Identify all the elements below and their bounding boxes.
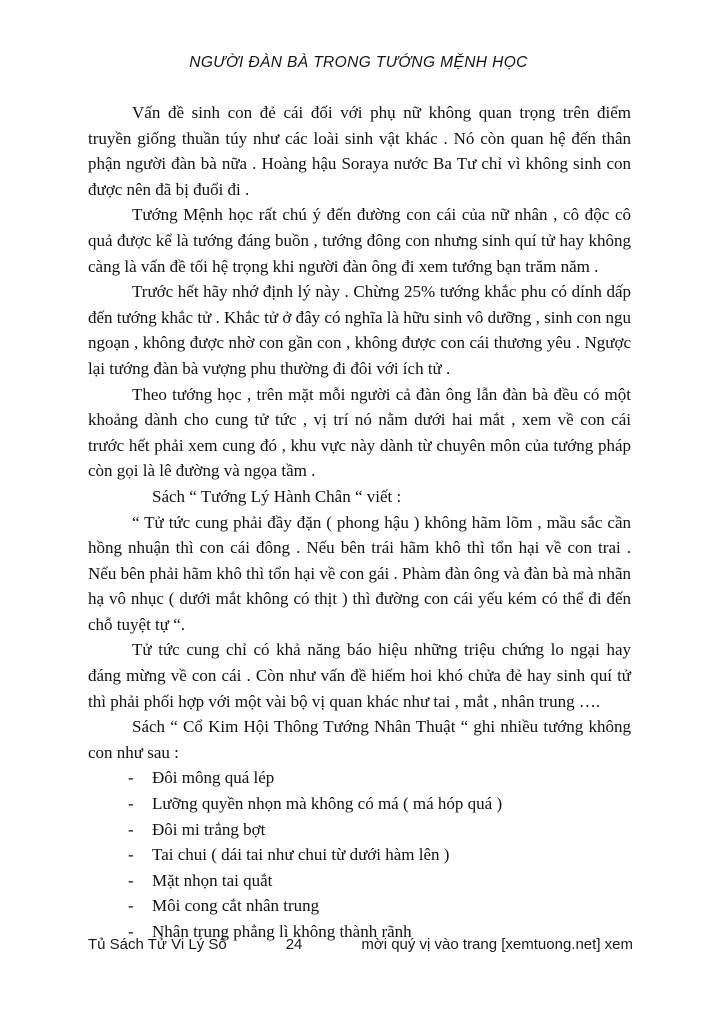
paragraph: Theo tướng học , trên mặt mỗi người cả đàn ông lẫn đàn bà đều có một khoảng dành cho cung tử tức , vị trí nó nằm dưới hai mắt , xem về con cái trước hết phải xem cung đó , khu vực này dành từ chuyên môn của tướng pháp còn gọi là lê đường và ngọa tầm .: [88, 384, 631, 481]
list-item-text: Nhân trung phẳng lì không thành rãnh: [152, 922, 412, 941]
list-item-text: Mặt nhọn tai quắt: [152, 870, 273, 890]
list-item-text: Đôi mi trắng bợt: [152, 819, 266, 839]
list-dash: -: [128, 870, 134, 890]
list-item: [128, 893, 631, 919]
list-item: [128, 868, 631, 894]
paragraph: Trước hết hãy nhớ định lý này . Chừng 25% tướng khắc phu có dính dấp đến tướng khắc tử . Khắc tử ở đây có nghĩa là hữu sinh vô dưỡng , sinh con ngu ngoạn , không được nhờ con gần con , không được con cái thương yêu . Ngược lại tướng đàn bà vượng phu thường đi đôi với ích tử .: [88, 282, 631, 378]
paragraph: Tử tức cung chỉ có khả năng báo hiệu những triệu chứng lo ngại hay đáng mừng về con cái . Còn như vấn đề hiếm hoi khó chửa đẻ hay sinh quí tử thì phải phối hợp với một vài bộ vị quan khác như tai , mắt , nhân trung ….: [88, 640, 631, 711]
paragraph-book-reference: Sách “ Cổ Kim Hội Thông Tướng Nhân Thuật “ ghi nhiều tướng không con như sau :: [88, 717, 631, 762]
list-dash: -: [128, 794, 134, 814]
page-footer: [88, 936, 633, 953]
paragraph-book-reference: Sách “ Tướng Lý Hành Chân “ viết :: [152, 486, 402, 506]
list-item-text: Đôi mông quá lép: [152, 768, 275, 788]
document-body: [88, 100, 631, 945]
page-title: NGƯỜI ĐÀN BÀ TRONG TƯỚNG MỆNH HỌC: [189, 54, 528, 71]
list-dash: -: [128, 845, 134, 865]
list-dash: -: [128, 819, 134, 839]
list-item: [128, 791, 631, 817]
list-item: [128, 842, 631, 868]
list-dash: -: [128, 896, 134, 916]
list-item-text: Lưỡng quyền nhọn mà không có má ( má hóp quá ): [152, 794, 503, 814]
list-item-text: Tai chui ( dái tai như chui từ dưới hàm lên ): [152, 845, 450, 865]
footer-series-name: Tủ Sách Tử Vi Lý Số: [88, 936, 227, 953]
paragraph: Vấn đề sinh con đẻ cái đối với phụ nữ không quan trọng trên điểm truyền giống thuần túy như các loài sinh vật khác . Nó còn quan hệ đến thân phận người đàn bà nữa . Hoàng hậu Soraya nước Ba Tư chỉ vì không sinh con được nên đã bị đuổi đi .: [88, 103, 631, 199]
footer-page-number: 24: [285, 936, 303, 953]
list-dash: -: [128, 768, 134, 788]
list-item-text: Môi cong cắt nhân trung: [152, 896, 320, 916]
list-dash: -: [128, 922, 134, 941]
footer-site-note: mời quý vị vào trang [xemtuong.net] xem: [361, 936, 633, 953]
list-item: [128, 817, 631, 843]
paragraph: Tướng Mệnh học rất chú ý đến đường con cái của nữ nhân , cô độc cô quả được kể là tướng đáng buồn , tướng đông con nhưng sinh quí tử hay không càng là vấn đề tối hệ trọng khi người đàn ông đi xem tướng bạn trăm năm .: [88, 205, 631, 276]
traits-list: [88, 765, 631, 944]
paragraph-quotation: “ Tử tức cung phải đầy đặn ( phong hậu ) không hãm lõm , mầu sắc cần hồng nhuận thì con cái đông . Nếu bên trái hãm khô thì tổn hại về con trai . Nếu bên phải hãm khô thì tổn hại về con gái . Phàm đàn ông và đàn bà mà nhãn hạ vô nhục ( dưới mắt không có thịt ) thì đường con cái yếu kém có thể đi đến chỗ tuyệt tự “.: [88, 512, 631, 634]
list-item: [128, 765, 631, 791]
